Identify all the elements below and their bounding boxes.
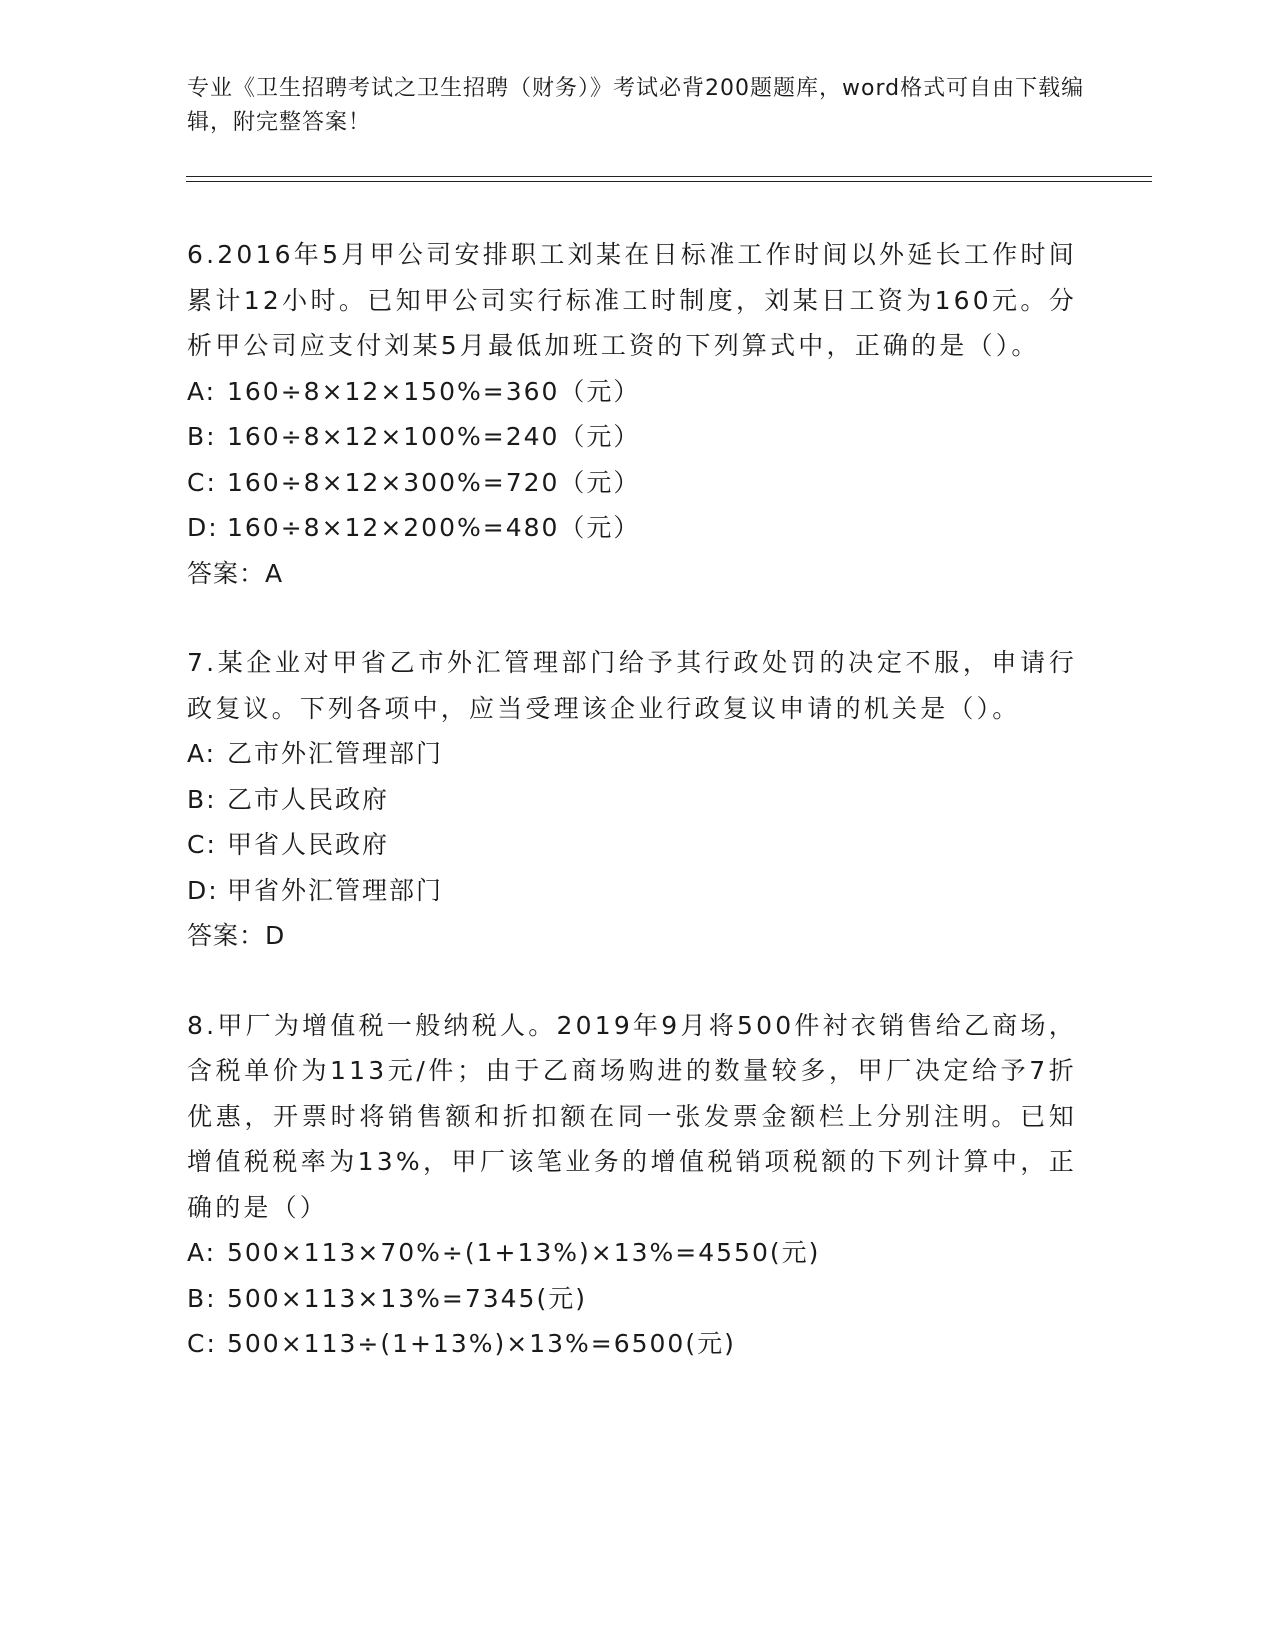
option-text: 160÷8×12×100%=240（元） <box>227 422 641 451</box>
question-spacer <box>187 596 1077 640</box>
option-a <box>187 1230 1077 1276</box>
option-label: A: <box>187 376 217 406</box>
option-text: 500×113÷(1+13%)×13%=6500(元) <box>227 1329 736 1358</box>
option-label: C: <box>187 1329 217 1358</box>
question-6 <box>187 232 1077 596</box>
option-label: B: <box>187 784 217 814</box>
option-c <box>187 460 1077 506</box>
option-c <box>187 1321 1077 1367</box>
document-header <box>187 72 1087 140</box>
option-d <box>187 505 1077 551</box>
option-a <box>187 731 1077 777</box>
header-divider-bottom <box>186 181 1152 182</box>
question-spacer <box>187 959 1077 1003</box>
question-list <box>187 232 1077 1367</box>
question-8 <box>187 1003 1077 1367</box>
option-label: A: <box>187 1238 217 1267</box>
option-d <box>187 868 1077 914</box>
question-text: 7.某企业对甲省乙市外汇管理部门给予其行政处罚的决定不服，申请行政复议。下列各项中，应当受理该企业行政复议申请的机关是（）。 <box>187 648 1077 723</box>
option-text: 乙市外汇管理部门 <box>227 739 444 768</box>
option-label: B: <box>187 1283 217 1313</box>
option-b <box>187 1276 1077 1322</box>
option-text: 甲省人民政府 <box>227 830 390 859</box>
option-c <box>187 822 1077 868</box>
option-text: 500×113×70%÷(1+13%)×13%=4550(元) <box>227 1238 821 1267</box>
question-7 <box>187 640 1077 959</box>
option-text: 500×113×13%=7345(元) <box>227 1283 587 1313</box>
question-text: 8.甲厂为增值税一般纳税人。2019年9月将500件衬衣销售给乙商场，含税单价为113元/件；由于乙商场购进的数量较多，甲厂决定给予7折优惠，开票时将销售额和折扣额在同一张发票金额栏上分别注明。已知增值税税率为13%，甲厂该笔业务的增值税销项税额的下列计算中，正确的是（） <box>187 1010 1077 1222</box>
answer: 答案：A <box>187 558 284 588</box>
header-divider-top <box>186 176 1152 177</box>
option-text: 甲省外汇管理部门 <box>227 875 444 905</box>
option-a <box>187 369 1077 415</box>
option-b <box>187 414 1077 460</box>
option-text: 160÷8×12×200%=480（元） <box>227 513 641 542</box>
option-label: C: <box>187 830 217 859</box>
option-text: 160÷8×12×300%=720（元） <box>227 467 641 497</box>
option-b <box>187 777 1077 823</box>
option-label: D: <box>187 875 219 905</box>
option-label: D: <box>187 513 219 542</box>
answer: 答案：D <box>187 921 286 950</box>
option-label: B: <box>187 422 217 451</box>
header-title: 专业《卫生招聘考试之卫生招聘（财务）》考试必背200题题库，word格式可自由下载编辑，附完整答案！ <box>187 76 1085 135</box>
option-text: 160÷8×12×150%=360（元） <box>227 376 641 406</box>
option-text: 乙市人民政府 <box>227 784 390 814</box>
option-label: C: <box>187 467 217 497</box>
question-text: 6.2016年5月甲公司安排职工刘某在日标准工作时间以外延长工作时间累计12小时。已知甲公司实行标准工时制度，刘某日工资为160元。分析甲公司应支付刘某5月最低加班工资的下列算式中，正确的是（）。 <box>187 240 1077 360</box>
option-label: A: <box>187 739 217 768</box>
